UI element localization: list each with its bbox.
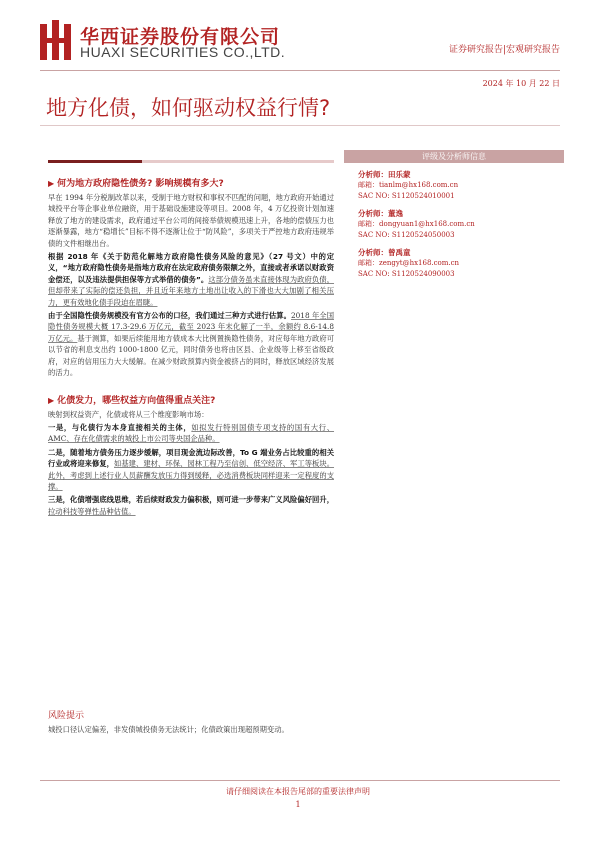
section2-item-3: 三是，化债增强底线思维，若后续财政发力偏积极，则可进一步带来广义风险偏好回升，拉动科技等弹性品种估值。 xyxy=(48,495,334,516)
analyst-sidebar xyxy=(344,150,564,280)
report-date: 2024 年 10 月 22 日 xyxy=(482,79,560,88)
section2-item-2: 二是，随着地方债务压力逐步缓解，项目现金流边际改善，To G 端业务占比较重的相关行业或将迎来修复，如基建、建材、环保、园林工程乃至信创、低空经济、军工等板块。此外，考虑到上述行业人员薪酬发放压力得到缓释，必选消费板块同样迎来一定程度的支撑。 xyxy=(48,447,335,491)
header-divider xyxy=(40,70,560,71)
risk-title: 风险提示 xyxy=(48,711,85,721)
section-heading-2: ▶ 化债发力，哪些权益方向值得重点关注? xyxy=(48,395,216,406)
main-column xyxy=(48,176,334,519)
section2-item-1: 一是，与化债行为本身直接相关的主体，如拟发行特别国债专项支持的国有大行、AMC、存在化债需求的城投上市公司等央国企品种。 xyxy=(48,422,335,444)
section-heading-1: ▶ 何为地方政府隐性债务? 影响规模有多大? xyxy=(48,179,224,189)
section1-p2-underlined: 这部分债务虽未直接体现为政府负债，但却带来了实际的偿还负担，并且近年来地方土地出让收入的下滑也大大加剧了相关压力，更有效地化债手段迫在眉睫。 xyxy=(48,274,335,307)
report-title: 地方化债，如何驱动权益行情? xyxy=(46,96,331,120)
title-divider xyxy=(40,125,560,126)
analyst-email[interactable]: zengyt@hx168.com.cn xyxy=(379,259,460,267)
footer-divider xyxy=(40,780,560,781)
huaxi-logo-icon xyxy=(40,20,72,60)
analyst-sac: SAC NO: S1120524050003 xyxy=(358,231,455,239)
triangle-bullet-icon: ▶ xyxy=(48,395,55,405)
section1-paragraph-1: 早在 1994 年分税制改革以来，受制于地方财权和事权不匹配的问题，地方政府开始通过城投平台等企事业单位融资，用于基础设施建设等项目。2008 年，4 万亿投资计划加速释放了地方的建设需求，政府通过平台公司的间接举债规模迅速上升，各地的偿债压力也逐渐暴露，地方“稳增长”目标不得不逐渐让位于“防风险”，多项关于严控地方政府违规举债的文件相继出台。 xyxy=(48,193,334,248)
section1-paragraph-2 xyxy=(48,251,334,308)
section1-p3-rest: 基于测算，如果后续能用地方债成本大比例置换隐性债务，对应每年地方政府可以节省的利息支出约 1000-1800 亿元，同时债务也将由区县、企业级等上移至省级政府，对应的信用压力大大缓解。在减少财政预算内资金被挤占的同时，释放区域经济发展的活力。 xyxy=(48,333,335,378)
section1-p3-underlined: 2018 年全国隐性债务规模大概 17.3-29.6 万亿元，截至 2023 年末化解了一半，余额约 8.6-14.8 万亿元。 xyxy=(48,311,334,343)
risk-text: 城投口径认定偏差，非发债城投债务无法统计；化债政策出现超预期变动。 xyxy=(48,725,289,734)
analyst-block: 分析师：曾禹童 邮箱：zengyt@hx168.com.cn SAC NO: S1120524090003 xyxy=(344,247,564,280)
report-header xyxy=(40,18,560,66)
report-type: 证券研究报告|宏观研究报告 xyxy=(448,45,560,55)
analyst-email[interactable]: dongyuan1@hx168.com.cn xyxy=(379,220,475,228)
analyst-name: 董逸 xyxy=(388,209,403,218)
page-number: 1 xyxy=(295,800,301,809)
analyst-block: 分析师：田乐蒙 邮箱：tianlm@hx168.com.cn SAC NO: S1120524010001 xyxy=(344,169,564,202)
sidebar-heading: 评级及分析师信息 xyxy=(344,150,564,163)
section2-intro: 映射到权益资产，化债或将从三个维度影响市场： xyxy=(48,409,209,419)
risk-section xyxy=(48,708,334,737)
section1-p2-bold: 根据 2018 年《关于防范化解地方政府隐性债务风险的意见》（27 号文）中的定义，“地方政府隐性债务是指地方政府在法定政府债务限额之外，直接或者承诺以财政资金偿还，以及违法提供担保等方式举借的债务”。 xyxy=(48,252,334,284)
section1-p3-bold: 由于全国隐性债务规模没有官方公布的口径，我们通过三种方式进行估算。 xyxy=(48,311,292,321)
analyst-name: 田乐蒙 xyxy=(388,170,411,179)
main-column-bar xyxy=(48,160,142,163)
analyst-name: 曾禹童 xyxy=(388,248,411,257)
company-name-cn: 华西证券股份有限公司 xyxy=(80,26,281,48)
analyst-block: 分析师：董逸 邮箱：dongyuan1@hx168.com.cn SAC NO: S1120524050003 xyxy=(344,208,564,241)
analyst-email[interactable]: tianlm@hx168.com.cn xyxy=(379,181,459,189)
company-name-en: HUAXI SECURITIES CO.,LTD. xyxy=(80,44,286,60)
section1-paragraph-3 xyxy=(48,310,334,378)
triangle-bullet-icon: ▶ xyxy=(48,179,55,188)
legal-notice: 请仔细阅读在本报告尾部的重要法律声明 xyxy=(226,787,370,796)
analyst-sac: SAC NO: S1120524090003 xyxy=(358,270,455,278)
main-column-bar-light xyxy=(142,160,334,163)
analyst-sac: SAC NO: S1120524010001 xyxy=(358,192,455,200)
